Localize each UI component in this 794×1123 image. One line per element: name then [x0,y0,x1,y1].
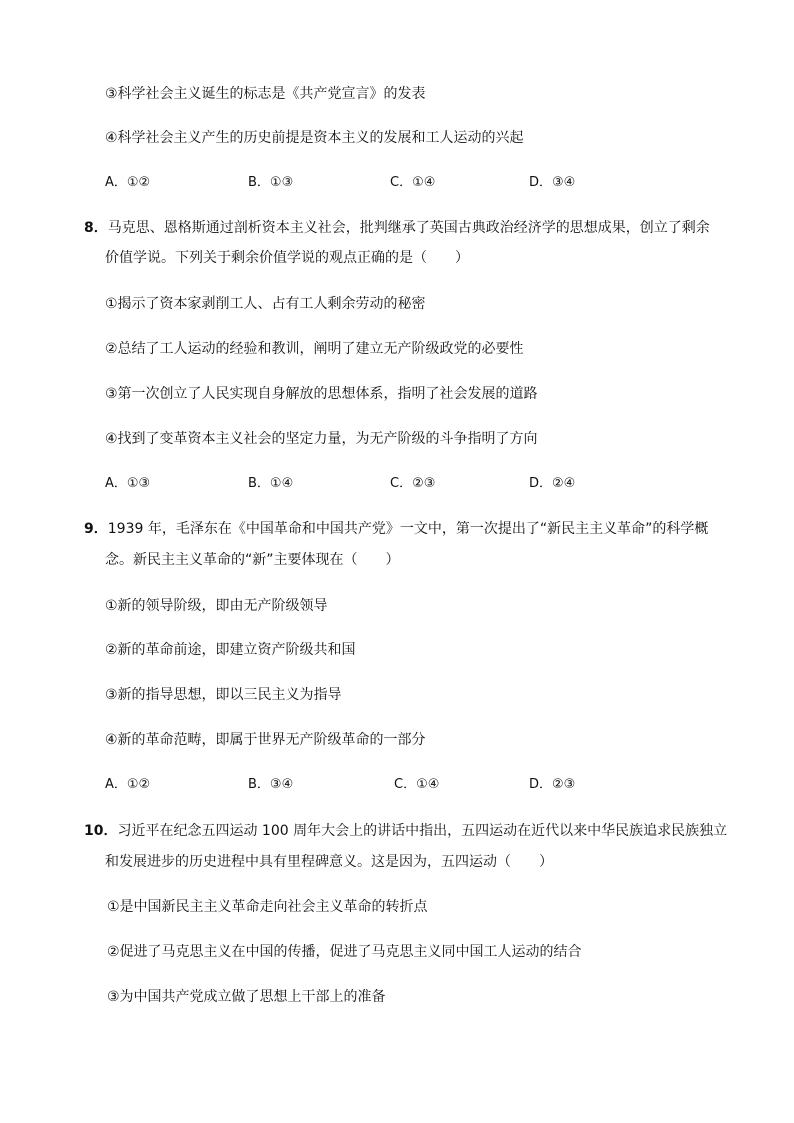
q10-number: 10． [84,823,118,839]
q9-number: 9． [84,521,108,537]
q9-option-d[interactable]: D．②③ [529,777,576,792]
q10-stem-line-2: 和发展进步的历史进程中具有里程碑意义。这是因为，五四运动（ ） [105,854,553,870]
q10-statement-2: ②促进了马克思主义在中国的传播，促进了马克思主义同中国工人运动的结合 [107,944,582,960]
q8-option-d[interactable]: D．②④ [529,476,576,491]
q9-stem-line-1 [84,519,708,539]
q8-stem-line-2: 价值学说。下列关于剩余价值学说的观点正确的是（ ） [105,250,469,266]
q8-stem-line-1 [84,218,710,238]
q9-option-c[interactable]: C．①④ [394,777,440,792]
q7-statement-3: ③科学社会主义诞生的标志是《共产党宣言》的发表 [105,86,426,102]
q9-statement-2: ②新的革命前途，即建立资产阶级共和国 [105,642,356,658]
q7-option-d[interactable]: D．③④ [529,175,576,190]
q8-statement-4: ④找到了变革资本主义社会的坚定力量，为无产阶级的斗争指明了方向 [105,431,538,447]
q8-number: 8． [84,220,108,236]
q10-stem-line-1 [84,821,727,841]
q8-option-a[interactable]: A．①③ [105,476,151,491]
q10-statement-3: ③为中国共产党成立做了思想上干部上的准备 [107,989,386,1005]
q10-statement-1: ①是中国新民主主义革命走向社会主义革命的转折点 [107,899,428,915]
q7-options [105,173,665,193]
q9-stem-text: 1939 年，毛泽东在《中国革命和中国共产党》一文中，第一次提出了“新民主主义革命”的科学概 [107,521,709,537]
q8-statement-3: ③第一次创立了人民实现自身解放的思想体系，指明了社会发展的道路 [105,386,538,402]
q7-option-a[interactable]: A．①② [105,175,151,190]
q8-stem-text: 马克思、恩格斯通过剖析资本主义社会，批判继承了英国古典政治经济学的思想成果，创立了剩余 [107,220,710,236]
q9-option-b[interactable]: B．③④ [248,777,294,792]
q8-options [105,474,665,494]
q10-stem-text: 习近平在纪念五四运动 100 周年大会上的讲话中指出，五四运动在近代以来中华民族追求民族独立 [117,823,728,839]
q7-option-c[interactable]: C．①④ [390,175,436,190]
q8-option-b[interactable]: B．①④ [248,476,294,491]
q9-options [105,775,665,795]
q9-option-a[interactable]: A．①② [105,777,151,792]
q9-stem-line-2: 念。新民主主义革命的“新”主要体现在（ ） [105,552,400,568]
q8-statement-1: ①揭示了资本家剥削工人、占有工人剩余劳动的秘密 [105,296,426,312]
q7-statement-4: ④科学社会主义产生的历史前提是资本主义的发展和工人运动的兴起 [105,130,524,146]
q9-statement-4: ④新的革命范畴，即属于世界无产阶级革命的一部分 [105,732,426,748]
q8-statement-2: ②总结了工人运动的经验和教训，阐明了建立无产阶级政党的必要性 [105,341,524,357]
q9-statement-3: ③新的指导思想，即以三民主义为指导 [105,687,342,703]
q7-option-b[interactable]: B．①③ [248,175,294,190]
q9-statement-1: ①新的领导阶级，即由无产阶级领导 [105,598,328,614]
q8-option-c[interactable]: C．②③ [390,476,436,491]
